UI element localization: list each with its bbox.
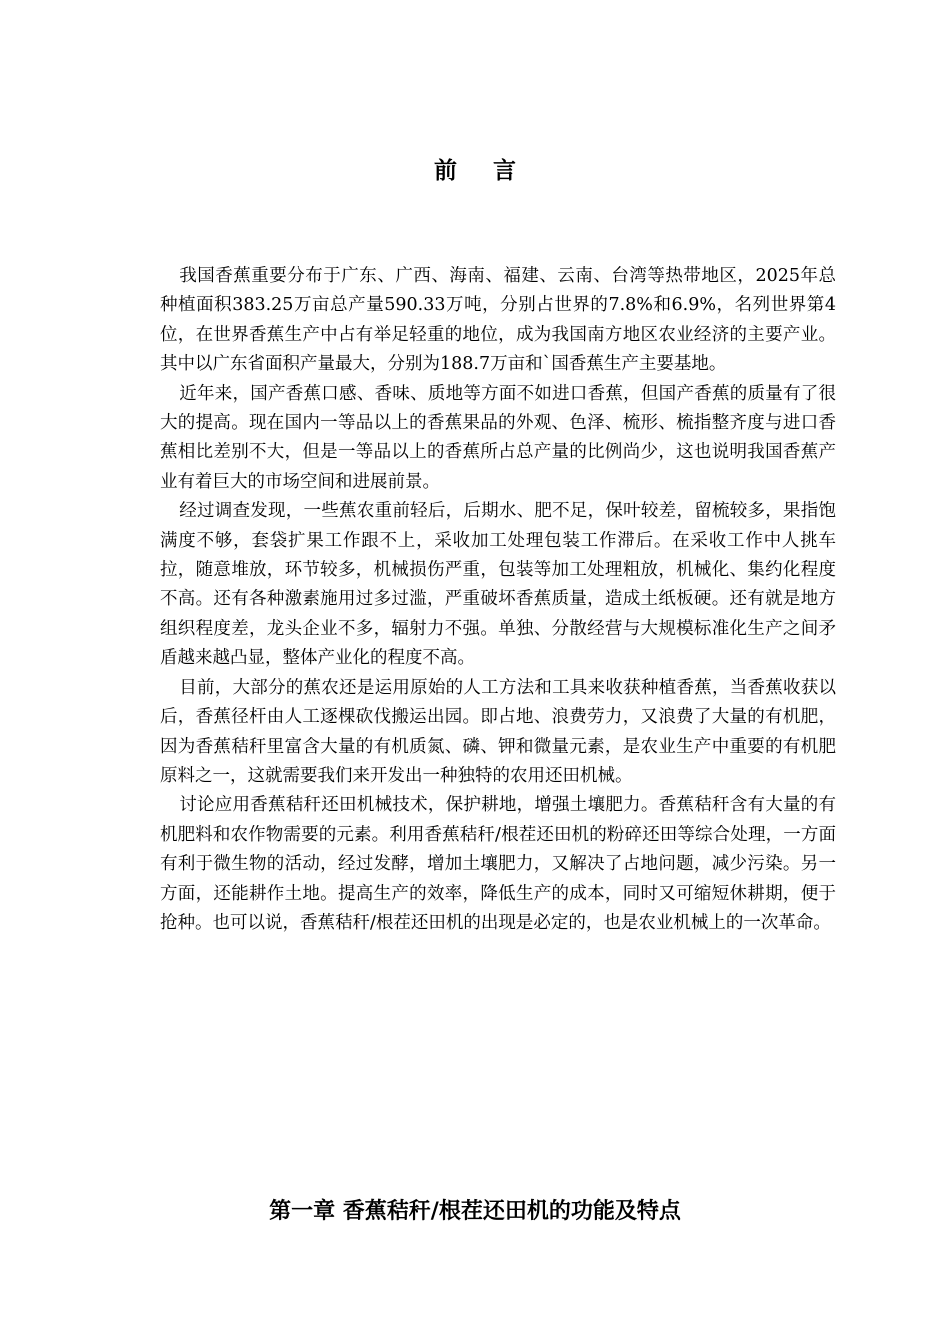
paragraph-4: 目前，大部分的蕉农还是运用原始的人工方法和工具来收获种植香蕉，当香蕉收获以后，香蕉径杆由人工逐棵砍伐搬运出园。即占地、浪费劳力，又浪费了大量的有机肥，因为香蕉秸秆里富含大量的有机质氮、磷、钾和微量元素，是农业生产中重要的有机肥原料之一，这就需要我们来开发出一种独特的农用还田机械。 (160, 677, 836, 786)
paragraph-1: 我国香蕉重要分布于广东、广西、海南、福建、云南、台湾等热带地区，2025年总种植面积383.25万亩总产量590.33万吨，分别占世界的7.8%和6.9%，名列世界第4位，在世界香蕉生产中占有举足轻重的地位，成为我国南方地区农业经济的主要产业。其中以广东省面积产量最大，分别为188.7万亩和`国香蕉生产主要基地。 (160, 266, 836, 375)
document-body (160, 262, 836, 938)
paragraph-5: 讨论应用香蕉秸秆还田机械技术，保护耕地，增强土壤肥力。香蕉秸秆含有大量的有机肥料和农作物需要的元素。利用香蕉秸秆/根茬还田机的粉碎还田等综合处理，一方面有利于微生物的活动，经过发酵，增加土壤肥力，又解决了占地问题，减少污染。另一方面，还能耕作土地。提高生产的效率，降低生产的成本，同时又可缩短休耕期，便于抢种。也可以说，香蕉秸秆/根茬还田机的出现是必定的，也是农业机械上的一次革命。 (160, 795, 836, 933)
paragraph-3: 经过调查发现，一些蕉农重前轻后，后期水、肥不足，保叶较差，留梳较多，果指饱满度不够，套袋扩果工作跟不上，采收加工处理包装工作滞后。在采收工作中人挑车拉，随意堆放，环节较多，机械损伤严重，包装等加工处理粗放，机械化、集约化程度不高。还有各种激素施用过多过滥，严重破坏香蕉质量，造成土纸板硬。还有就是地方组织程度差，龙头企业不多，辐射力不强。单独、分散经营与大规模标准化生产之间矛盾越来越凸显，整体产业化的程度不高。 (160, 501, 836, 669)
chapter-heading: 第一章 香蕉秸秆/根茬还田机的功能及特点 (269, 1199, 681, 1224)
page-title: 前 言 (433, 158, 530, 184)
paragraph-2: 近年来，国产香蕉口感、香味、质地等方面不如进口香蕉，但国产香蕉的质量有了很大的提高。现在国内一等品以上的香蕉果品的外观、色泽、梳形、梳指整齐度与进口香蕉相比差别不大，但是一等品以上的香蕉所占总产量的比例尚少，这也说明我国香蕉产业有着巨大的市场空间和进展前景。 (160, 383, 836, 492)
